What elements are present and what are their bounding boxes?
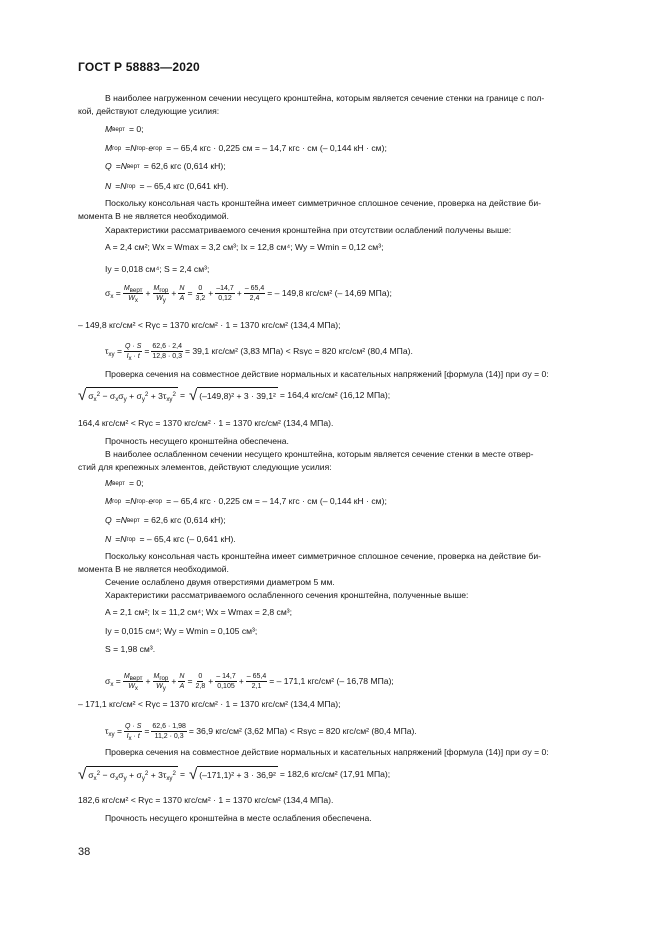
check-line: 164,4 кгс/см² < Rγc = 1370 кгс/см² · 1 = 1370 кгс/см² (134,4 МПа). <box>78 418 334 428</box>
document-header: ГОСТ Р 58883—2020 <box>78 60 200 74</box>
check-line: – 171,1 кгс/см² < Rγc = 1370 кгс/см² · 1 = 1370 кгс/см² (134,4 МПа); <box>78 699 341 709</box>
section-properties: Iy = 0,018 см⁴; S = 2,4 см³; <box>105 264 210 274</box>
paragraph-line: Характеристики рассматриваемого ослабленного сечения кронштейна, полученные выше: <box>105 590 469 600</box>
paragraph-line: кой, действуют следующие усилия: <box>78 106 220 116</box>
formula-sigma-x: $\sigma_x$ = $M_{верт}$ $W_x$ + $M_{гор}$ $W_y$ + N A = 0 3,2 + –14,7 0,12 + $\frac{- 65,4}{2,4}$ = – 149,8 кгс/см² (– 14,69 МПа); <box>105 285 392 304</box>
check-line: 182,6 кгс/см² < Rγc = 1370 кгс/см² · 1 = 1370 кгс/см² (134,4 МПа). <box>78 795 334 805</box>
paragraph-line: стий для крепежных элементов, действуют следующие усилия: <box>78 462 332 472</box>
paragraph-line: Прочность несущего кронштейна в месте ослабления обеспечена. <box>105 813 372 823</box>
section-properties: Iy = 0,015 см⁴; Wy = Wmin = 0,105 см³; <box>105 626 258 636</box>
formula-reduced-stress: √ $\sigma_x^2 - \sigma_x\sigma_y + \sigma_y^2 + 3\tau_{xy}^2$ = √ (–149,8)² + 3 · 39,1² = 164,4 кгс/см² (16,12 МПа); <box>78 387 391 404</box>
paragraph-line: Сечение ослаблено двумя отверстиями диаметром 5 мм. <box>105 577 335 587</box>
formula-m-gor: M гор = N гор · e гор = – 65,4 кгс · 0,225 см = – 14,7 кгс · см (– 0,144 кН · см); <box>105 143 387 153</box>
paragraph-line: Проверка сечения на совместное действие нормальных и касательных напряжений [формула (14)] при σy = 0: <box>105 369 549 379</box>
section-properties: A = 2,1 см²; Ix = 11,2 см⁴; Wx = Wmax = 2,8 см³; <box>105 607 292 617</box>
section-properties: A = 2,4 см²; Wx = Wmax = 3,2 см³; Ix = 12,8 см⁴; Wy = Wmin = 0,12 см³; <box>105 242 384 252</box>
paragraph-line: Проверка сечения на совместное действие нормальных и касательных напряжений [формула (14)] при σy = 0: <box>105 747 549 757</box>
paragraph-line: Поскольку консольная часть кронштейна имеет симметричное сплошное сечение, проверка на действие би- <box>105 551 541 561</box>
section-properties: S = 1,98 см³. <box>105 644 156 654</box>
formula-sigma-x: $\sigma_x$ = $M_{верт}$ $W_x$ + $M_{гор}$ $W_y$ + N A = 0 2,8 + – 14,7 0,105 + $\frac{- 65,4}{2,1}$ = – 171,1 кгс/см² (– 16,78 МПа); <box>105 673 394 692</box>
paragraph-line: Характеристики рассматриваемого сечения кронштейна при отсутствии ослаблений получены выше: <box>105 225 512 235</box>
paragraph-line: момента B не является необходимой. <box>78 564 229 574</box>
formula-q: Q = N верт = 62,6 кгс (0,614 кН); <box>105 161 226 171</box>
paragraph-line: Поскольку консольная часть кронштейна имеет симметричное сплошное сечение, проверка на действие би- <box>105 198 541 208</box>
paragraph-line: момента B не является необходимой. <box>78 211 229 221</box>
paragraph-line: Прочность несущего кронштейна обеспечена. <box>105 436 289 446</box>
formula-tau-xy: $\tau_{xy}$ = $\frac{Q \cdot S}{I_x \cdot t}$ = $\frac{62,6 \cdot 2,4}{12,8 \cdot 0,3}$ = 39,1 кгс/см² (3,83 МПа) < Rsγc = 820 кгс/см² (80,4 МПа). <box>105 343 413 362</box>
formula-reduced-stress: √ $\sigma_x^2 - \sigma_x\sigma_y + \sigma_y^2 + 3\tau_{xy}^2$ = √ (–171,1)² + 3 · 36,9² = 182,6 кгс/см² (17,91 МПа); <box>78 766 391 783</box>
paragraph-line: В наиболее нагруженном сечении несущего кронштейна, которым является сечение стенки на границе с пол- <box>105 93 545 103</box>
formula-n: N = N гор = – 65,4 кгс (0,641 кН). <box>105 181 229 191</box>
formula-n: N = N гор = – 65,4 кгс (– 0,641 кН). <box>105 534 236 544</box>
check-line: – 149,8 кгс/см² < Rγc = 1370 кгс/см² · 1 = 1370 кгс/см² (134,4 МПа); <box>78 320 341 330</box>
page-number: 38 <box>78 846 91 858</box>
formula-m-vert: M верт = 0; <box>105 478 144 488</box>
formula-tau-xy: $\tau_{xy}$ = $\frac{Q \cdot S}{I_x \cdot t}$ = $\frac{62,6 \cdot 1,98}{11,2 \cdot 0,3}$ = 36,9 кгс/см² (3,62 МПа) < Rsγc = 820 кгс/см² (80,4 МПа). <box>105 723 417 742</box>
formula-m-vert: M верт = 0; <box>105 124 144 134</box>
formula-q: Q = N верт = 62,6 кгс (0,614 кН); <box>105 515 226 525</box>
formula-m-gor: M гор = N гор · e гор = – 65,4 кгс · 0,225 см = – 14,7 кгс · см (– 0,144 кН · см); <box>105 496 387 506</box>
paragraph-line: В наиболее ослабленном сечении несущего кронштейна, которым является сечение стенки в месте отвер- <box>105 449 534 459</box>
